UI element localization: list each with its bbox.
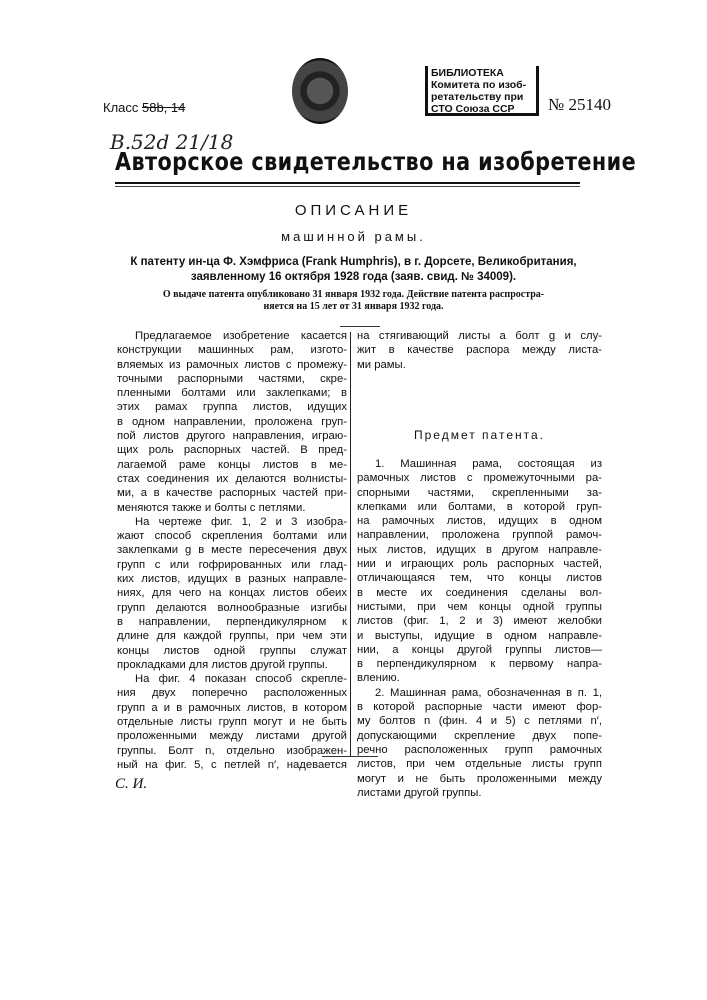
- text-line: ный на фиг. 5, с петлей n′, надевается: [117, 758, 347, 772]
- text-line: ких листов, идущих в разных направле-: [117, 572, 347, 586]
- text-line: в одном направлении, проложена груп-: [117, 415, 347, 429]
- text-line: На чертеже фиг. 1, 2 и 3 изобра-: [117, 515, 347, 529]
- text-line: конструкции машинных рам, изгото-: [117, 343, 347, 357]
- text-line: На фиг. 4 показан способ скрепле-: [117, 672, 347, 686]
- text-line: влению.: [357, 671, 602, 685]
- text-line: отличающаяся тем, что концы листов: [357, 571, 602, 585]
- text-line: спорными частями, скрепленными за-: [357, 486, 602, 500]
- column-rule: [340, 326, 380, 327]
- text-line: стах соединения их делаются волнисты-: [117, 472, 347, 486]
- class-label: [103, 100, 185, 115]
- patent-number: № 25140: [548, 95, 611, 115]
- text-line: пой листов другого направления, играю-: [117, 429, 347, 443]
- text-line: проложенными между листами другой: [117, 729, 347, 743]
- text-line: Предлагаемое изобретение касается: [117, 329, 347, 343]
- text-line: листами другой группы.: [357, 786, 602, 800]
- text-line: жит в качестве распора между листа-: [357, 343, 602, 357]
- text-line: отдельные листы групп могут и не быть: [117, 715, 347, 729]
- text-line: листов (фиг. 1, 2 и 3) имеют желобки: [357, 614, 602, 628]
- text-line: ниях, для чего на концах листов обеих: [117, 586, 347, 600]
- invention-subject: машинной рамы.: [0, 229, 707, 244]
- text-line: му болтов n (фин. 4 и 5) с петлями n′,: [357, 714, 602, 728]
- text-line: прокладками для листов другой группы.: [117, 658, 347, 672]
- patent-info-line: заявленному 16 октября 1928 года (заяв. свид. № 34009).: [0, 271, 707, 283]
- handwritten-class: В.52d 21/18: [110, 130, 233, 154]
- text-line: пленными болтами или заклепками; в: [117, 386, 347, 400]
- text-line: могут и не быть проложенными между: [357, 772, 602, 786]
- text-line: на рамочных листов, идущих в одном: [357, 514, 602, 528]
- text-line: на стягивающий листы a болт g и слу-: [357, 329, 602, 343]
- text-line: групп делаются волнообразные изгибы: [117, 601, 347, 615]
- text-line: 2. Машинная рама, обозначенная в п. 1,: [357, 686, 602, 700]
- signature-initials: С. И.: [115, 776, 147, 793]
- text-line: вляемых из рамочных листов с промежу-: [117, 358, 347, 372]
- text-line: и выступы, идущие в одном направле-: [357, 629, 602, 643]
- text-line: лагаемой раме концы листов в ме-: [117, 458, 347, 472]
- stamp-line: ретательству при: [431, 91, 533, 103]
- text-line: концы листов одной группы служат: [117, 644, 347, 658]
- text-line: ния двух поперечно расположенных: [117, 686, 347, 700]
- text-line: групп c или гофрированных или глад-: [117, 558, 347, 572]
- text-line: щих роль распорных частей. В пред-: [117, 443, 347, 457]
- publication-line: няется на 15 лет от 31 января 1932 года.: [0, 301, 707, 312]
- claims-heading: Предмет патента.: [357, 428, 602, 442]
- text-line: рамочных листов с промежуточными ра-: [357, 471, 602, 485]
- text-line: групп a и в рамочных листов, в котором: [117, 701, 347, 715]
- text-line: заклепками g в месте пересечения двух: [117, 543, 347, 557]
- document-title: Авторское свидетельство на изобретение: [115, 147, 501, 176]
- text-line: ми рамы.: [357, 358, 602, 372]
- right-column-text: [357, 329, 602, 372]
- text-line: 1. Машинная рама, состоящая из: [357, 457, 602, 471]
- text-line: длине для каждой группы, при чем эти: [117, 629, 347, 643]
- description-heading: ОПИСАНИЕ: [0, 202, 707, 219]
- claims-text: [357, 457, 602, 800]
- class-label-text: Класс: [103, 100, 138, 115]
- text-line: ных листов, идущих в другом направле-: [357, 543, 602, 557]
- text-line: этих рамах группа листов, идущих: [117, 400, 347, 414]
- text-line: меняются также и болты с петлями.: [117, 501, 347, 515]
- text-line: листов, при чем отдельные листы групп: [357, 757, 602, 771]
- text-line: в перпендикулярном к первому напра-: [357, 657, 602, 671]
- text-line: нии, а концы другой группы листов—: [357, 643, 602, 657]
- stamp-line: СТО Союза ССР: [431, 103, 533, 115]
- text-line: направлении, проложена группой рамоч-: [357, 528, 602, 542]
- text-line: клепками или болтами, в которой груп-: [357, 500, 602, 514]
- text-line: речно расположенных групп рамочных: [357, 743, 602, 757]
- publication-line: О выдаче патента опубликовано 31 января 1932 года. Действие патента распростра-: [0, 289, 707, 300]
- title-rule: [115, 186, 580, 187]
- state-emblem-icon: [292, 58, 348, 124]
- text-line: в которой распорные части имеют фор-: [357, 700, 602, 714]
- text-line: в месте их соединения сделаны вол-: [357, 586, 602, 600]
- stamp-line: БИБЛИОТЕКА: [431, 67, 533, 79]
- class-value: 58b, 14: [142, 100, 185, 115]
- text-line: ми, а в качестве распорных частей при-: [117, 486, 347, 500]
- text-line: нистыми, при чем концы одной группы: [357, 600, 602, 614]
- patent-info-line: К патенту ин-ца Ф. Хэмфриса (Frank Humphris), в г. Дорсете, Великобритания,: [0, 256, 707, 268]
- column-divider: [350, 332, 351, 756]
- text-line: нии и играющих роль распорных частей,: [357, 557, 602, 571]
- stamp-line: Комитета по изоб-: [431, 79, 533, 91]
- text-line: допускающими скрепление двух попе-: [357, 729, 602, 743]
- text-line: в направлении, перпендикулярном к: [117, 615, 347, 629]
- text-line: жают способ скрепления болтами или: [117, 529, 347, 543]
- text-line: группы. Болт n, отдельно изображен-: [117, 744, 347, 758]
- library-stamp: [425, 66, 539, 116]
- left-column-text: [117, 329, 347, 772]
- text-line: точными распорными частями, скре-: [117, 372, 347, 386]
- title-rule: [115, 182, 580, 184]
